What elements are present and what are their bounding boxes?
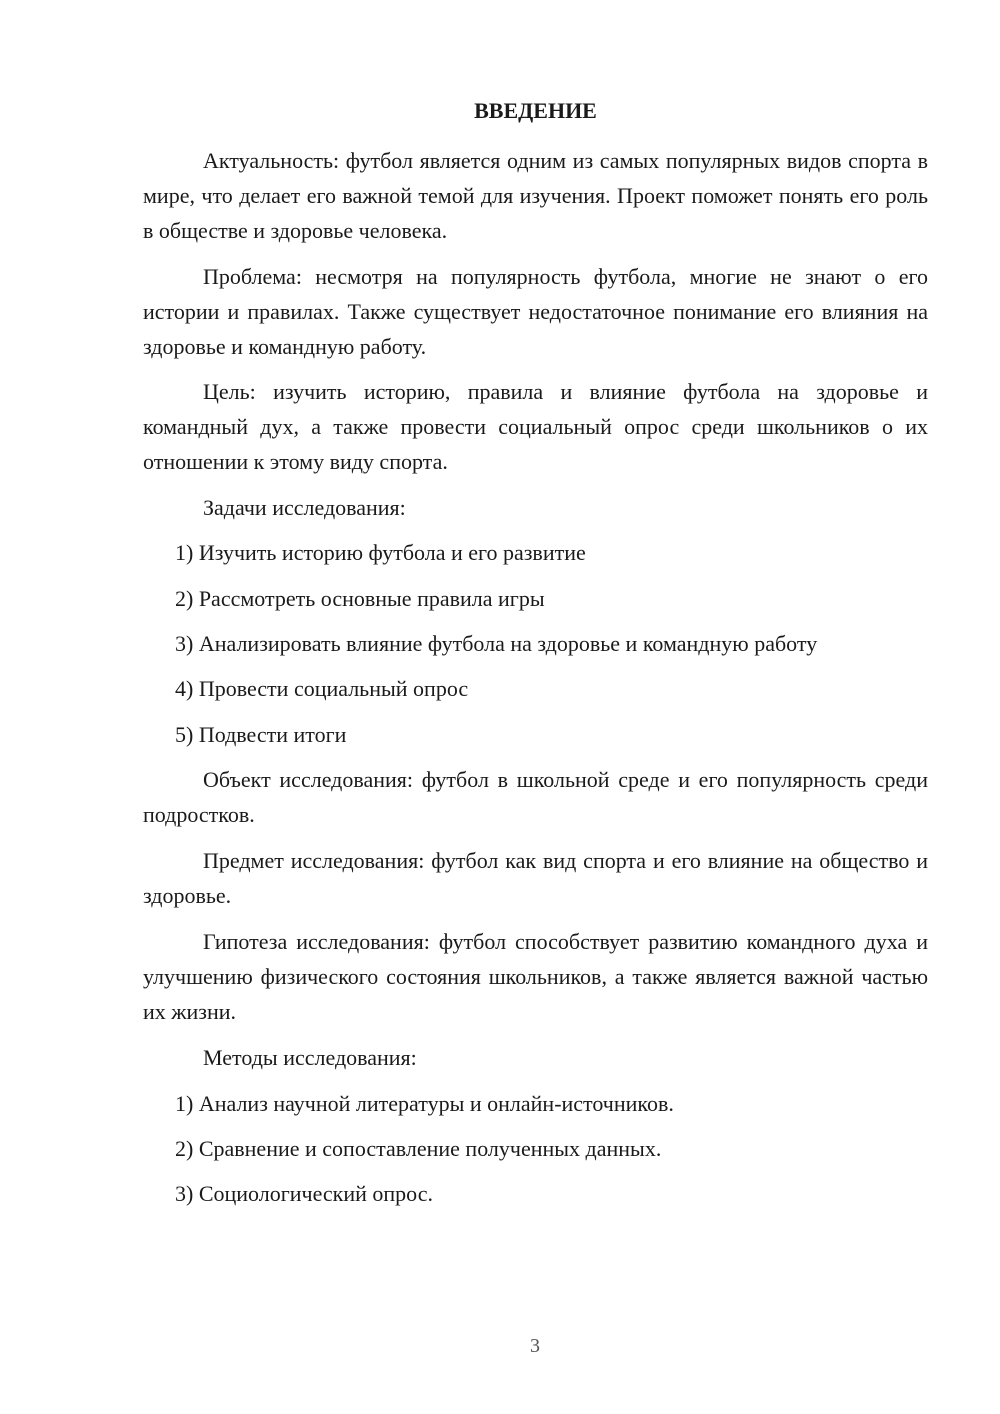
method-item: 1) Анализ научной литературы и онлайн-источников. xyxy=(175,1091,674,1116)
method-item: 3) Социологический опрос. xyxy=(175,1181,433,1206)
page-number: 3 xyxy=(530,1335,540,1357)
task-item: 4) Провести социальный опрос xyxy=(175,676,469,701)
tasks-heading: Задачи исследования: xyxy=(203,495,406,520)
task-item: 5) Подвести итоги xyxy=(175,722,347,747)
task-item: 2) Рассмотреть основные правила игры xyxy=(175,586,545,611)
subject-paragraph: Предмет исследования: футбол как вид спорта и его влияние на общество и здоровье. xyxy=(143,848,928,908)
relevance-paragraph: Актуальность: футбол является одним из самых популярных видов спорта в мире, что делает его важной темой для изучения. Проект поможет понять его роль в обществе и здоровье человека. xyxy=(143,148,928,243)
method-item: 2) Сравнение и сопоставление полученных данных. xyxy=(175,1136,662,1161)
page-title: ВВЕДЕНИЕ xyxy=(474,98,597,123)
problem-paragraph: Проблема: несмотря на популярность футбола, многие не знают о его истории и правилах. Также существует недостаточное понимание его влияния на здоровье и командную работу. xyxy=(143,264,928,359)
task-item: 3) Анализировать влияние футбола на здоровье и командную работу xyxy=(175,631,818,656)
methods-heading: Методы исследования: xyxy=(203,1045,417,1070)
object-paragraph: Объект исследования: футбол в школьной среде и его популярность среди подростков. xyxy=(143,767,928,827)
goal-paragraph: Цель: изучить историю, правила и влияние футбола на здоровье и командный дух, а также провести социальный опрос среди школьников о их отношении к этому виду спорта. xyxy=(143,379,928,474)
hypothesis-paragraph: Гипотеза исследования: футбол способствует развитию командного духа и улучшению физического состояния школьников, а также является важной частью их жизни. xyxy=(143,929,928,1024)
task-item: 1) Изучить историю футбола и его развитие xyxy=(175,540,586,565)
